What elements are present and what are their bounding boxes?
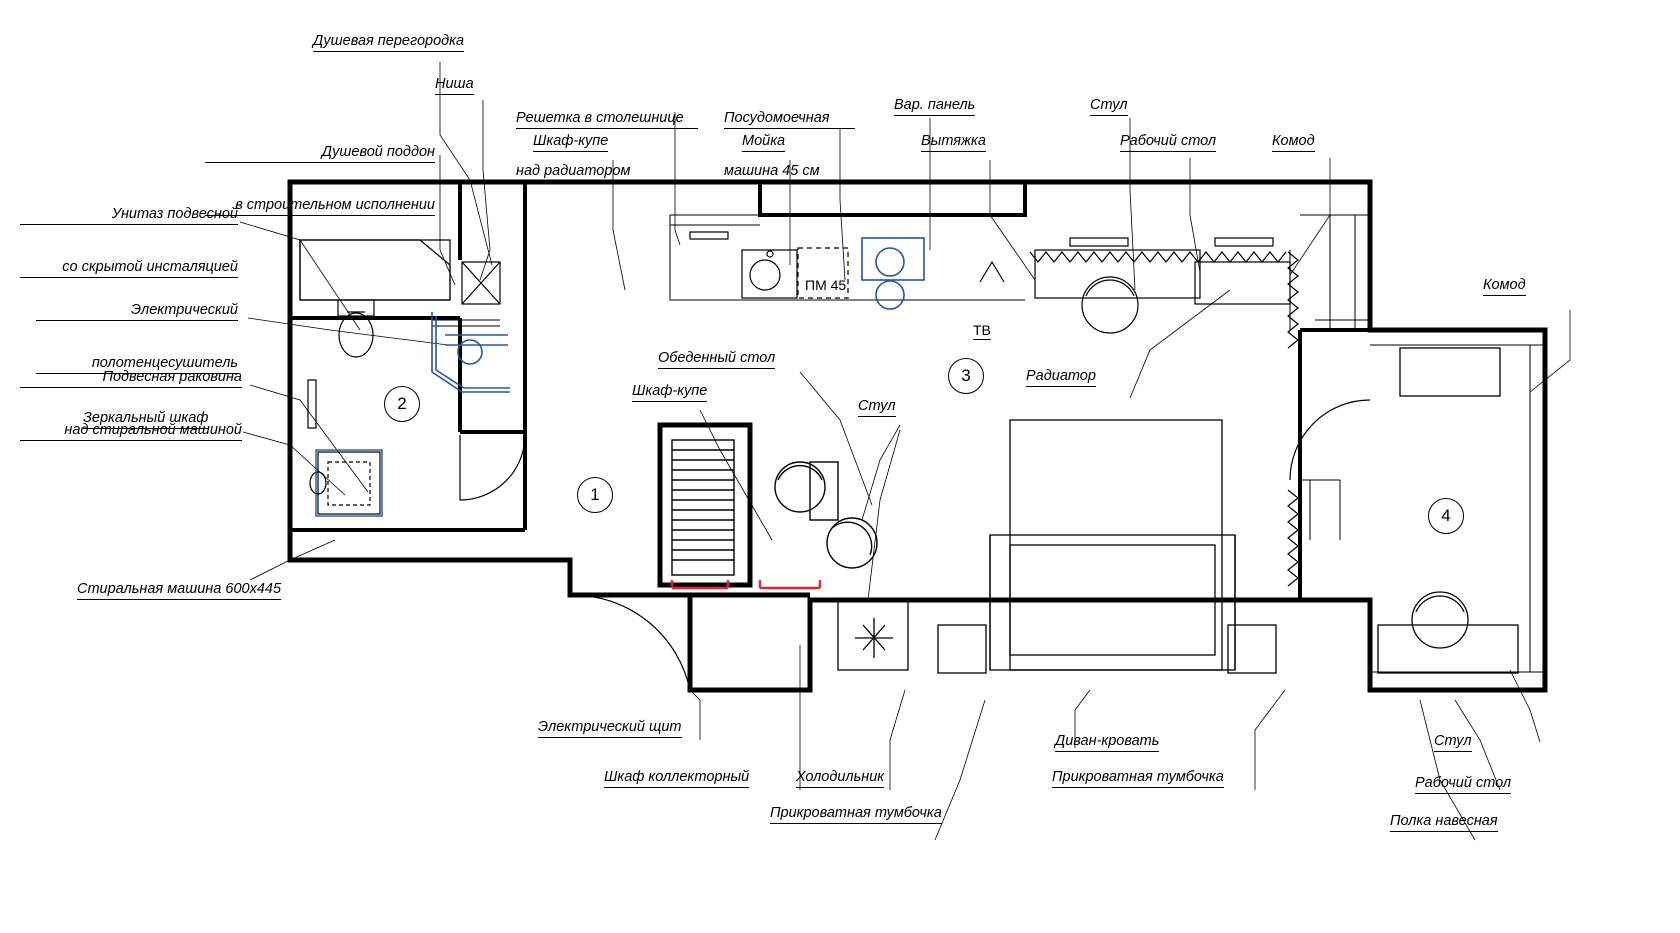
callout-wall-toilet-line1: Унитаз подвесной <box>20 206 238 225</box>
callout-wall-basin-line1: Подвесная раковина <box>20 369 242 388</box>
callout-wardrobe-kitchen: Шкаф-купе <box>533 133 608 152</box>
callout-grid-countertop-line2: над радиатором <box>516 163 698 182</box>
callout-shower-tray-line1: Душевой поддон <box>205 144 435 163</box>
room-number-2: 2 <box>384 386 420 422</box>
callout-washing-machine: Стиральная машина 600х445 <box>77 581 281 600</box>
callout-electric-panel: Электрический щит <box>538 719 682 738</box>
callout-sink: Мойка <box>742 133 785 152</box>
callout-radiator: Радиатор <box>1026 368 1096 387</box>
callout-wall-basin <box>20 335 242 476</box>
hob-blue <box>862 238 924 309</box>
callout-shower-partition: Душевая перегородка <box>313 33 464 52</box>
callout-dishwasher-line2: машина 45 см <box>724 163 855 182</box>
leader-lines <box>240 62 1570 840</box>
room1-furniture <box>660 425 877 585</box>
callout-chair-room: Стул <box>858 398 896 417</box>
living-furniture <box>838 348 1518 673</box>
room-number-1: 1 <box>577 477 613 513</box>
callout-mirror-cabinet: Зеркальный шкаф <box>83 410 208 429</box>
callout-niche: Ниша <box>435 76 474 95</box>
callout-wall-basin-line2: над стиральной машиной <box>20 422 242 441</box>
callout-towel-dryer-line1: Электрический <box>36 302 238 321</box>
callout-towel-dryer-line2: полотенцесушитель <box>36 355 238 374</box>
tv-label: ТВ <box>973 322 991 338</box>
bathroom-fixtures <box>300 240 500 514</box>
callout-desk-bottom-right: Рабочий стол <box>1415 775 1511 794</box>
callout-chair-bottom-right: Стул <box>1434 733 1472 752</box>
room-number-3: 3 <box>948 358 984 394</box>
callout-dresser-top: Комод <box>1272 133 1315 152</box>
callout-wardrobe-room: Шкаф-купе <box>632 383 707 402</box>
dishwasher-inline-label: ПМ 45 <box>805 277 847 293</box>
kitchen-equipment <box>690 232 1290 333</box>
callout-shower-tray <box>205 110 435 251</box>
callout-sofa-bed: Диван-кровать <box>1055 733 1159 752</box>
callout-dresser-right: Комод <box>1483 277 1526 296</box>
callout-hood: Вытяжка <box>921 133 986 152</box>
walls <box>290 182 1545 690</box>
callout-shower-tray-line2: в строительном исполнении <box>205 197 435 216</box>
callout-wall-toilet-line2: со скрытой инсталяцией <box>20 259 238 278</box>
door-swings <box>460 400 1370 690</box>
callout-bedside-table-right: Прикроватная тумбочка <box>1052 769 1224 788</box>
callout-bedside-table-left: Прикроватная тумбочка <box>770 805 942 824</box>
callout-fridge: Холодильник <box>796 769 884 788</box>
shower-glass-blue <box>432 312 510 392</box>
thin-construction-lines <box>670 215 1545 672</box>
callout-grid-countertop-line1: Решетка в столешнице <box>516 110 698 129</box>
callout-dishwasher-line1: Посудомоечная <box>724 110 855 129</box>
callout-collector-cabinet: Шкаф коллекторный <box>604 769 749 788</box>
callout-wall-shelf: Полка навесная <box>1390 813 1498 832</box>
callout-chair-top: Стул <box>1090 97 1128 116</box>
callout-dining-table: Обеденный стол <box>658 350 775 369</box>
callout-desk-top: Рабочий стол <box>1120 133 1216 152</box>
callout-hob: Вар. панель <box>894 97 975 116</box>
room-number-4: 4 <box>1428 498 1464 534</box>
